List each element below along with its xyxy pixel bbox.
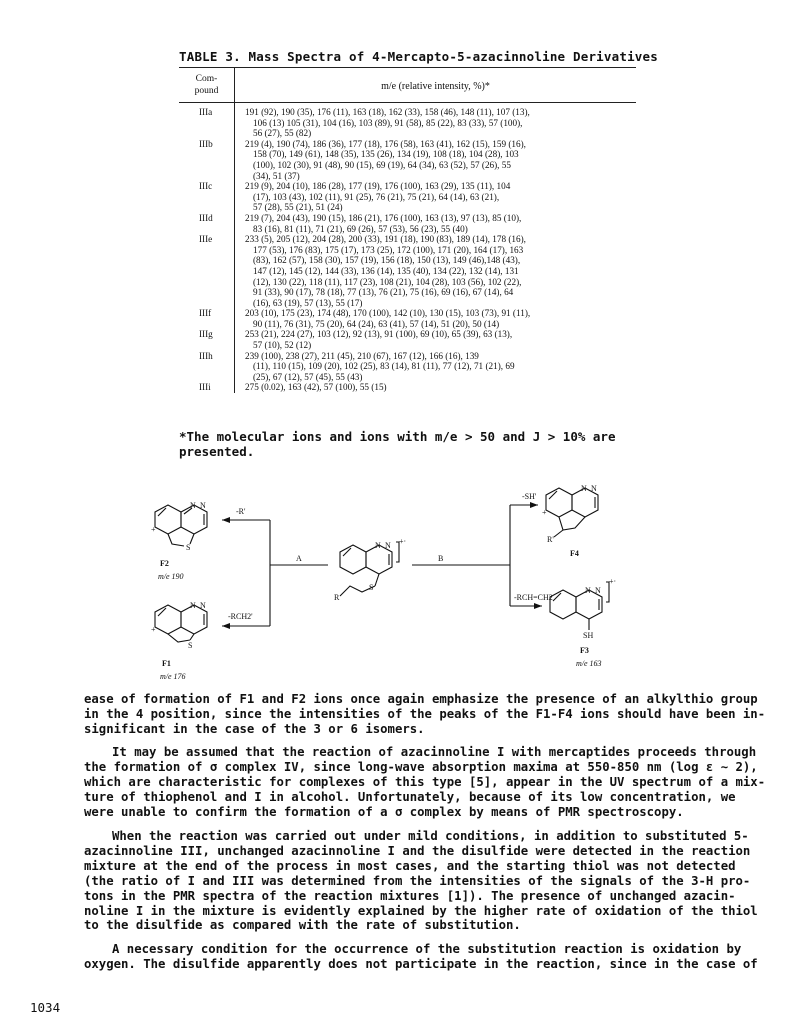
table-row	[179, 308, 636, 329]
compound-cell: IIIh	[179, 351, 235, 383]
paragraph-line: tons in the PMR spectra of the reaction mixtures [1]). The presence of unchanged azacin-	[84, 888, 736, 903]
values-line: 191 (92), 190 (35), 176 (11), 163 (18), 162 (33), 158 (46), 148 (11), 107 (13),	[245, 107, 530, 117]
fragmentation-scheme	[150, 480, 620, 685]
paragraph-line: the formation of σ complex IV, since long-wave absorption maxima at 550-850 nm (log ε ∼ 2),	[84, 759, 758, 774]
f3-charge: +·	[609, 577, 617, 586]
compound-cell: IIIf	[179, 308, 235, 329]
arrows-path-a	[222, 520, 328, 626]
arrowhead-f3	[534, 603, 542, 609]
path-b-label: B	[438, 554, 444, 563]
page-number: 1034	[30, 1000, 61, 1015]
values-line: (16), 63 (19), 57 (13), 55 (17)	[253, 297, 363, 308]
f3-n-atom2: N	[595, 586, 601, 595]
paragraph-3	[84, 829, 758, 933]
values-cell	[235, 107, 636, 139]
table-row	[179, 329, 636, 350]
values-cell	[235, 329, 636, 350]
table-row	[179, 213, 636, 234]
arrowhead-f1	[222, 623, 230, 629]
values-cell	[235, 139, 636, 181]
values-line: (17), 103 (43), 102 (11), 91 (25), 76 (21), 75 (21), 64 (14), 63 (21),	[253, 191, 500, 202]
f1-structure	[155, 605, 207, 642]
f1-s-atom: S	[188, 641, 193, 650]
footnote-line1: *The molecular ions and ions with m/e > 50 and J > 10% are	[179, 429, 616, 444]
table-footnote	[179, 429, 619, 459]
f2-s-atom: S	[186, 543, 191, 552]
values-line: 219 (4), 190 (74), 186 (36), 177 (18), 176 (58), 163 (41), 162 (15), 159 (16),	[245, 138, 526, 149]
values-line: 90 (11), 76 (31), 75 (20), 64 (24), 63 (41), 57 (14), 51 (20), 50 (14)	[253, 318, 500, 329]
table-row	[179, 139, 636, 181]
values-line: 91 (33), 90 (17), 78 (18), 77 (13), 76 (21), 75 (16), 69 (16), 67 (14), 64	[253, 287, 514, 298]
loss-alkene-label: -RCH=CH2	[514, 593, 553, 602]
compound-cell: IIIc	[179, 181, 235, 213]
paragraph-1	[84, 692, 766, 737]
paragraph-line: which are characteristic for complexes of this type [5], appear in the UV spectrum of a mix-	[84, 774, 766, 789]
compound-cell: IIIa	[179, 107, 235, 139]
f4-charge: +	[542, 508, 547, 517]
table-caption: TABLE 3. Mass Spectra of 4-Mercapto-5-azacinnoline Derivatives	[179, 49, 658, 64]
central-s-atom: S	[369, 583, 374, 592]
mass-spectra-table	[179, 67, 636, 393]
table-body	[179, 103, 636, 393]
f1-charge: +	[151, 625, 156, 634]
values-line: 83 (16), 81 (11), 71 (21), 69 (26), 57 (53), 56 (23), 55 (40)	[253, 223, 468, 234]
values-line: (100), 102 (30), 91 (48), 90 (15), 69 (19), 64 (34), 63 (52), 57 (26), 55	[253, 159, 511, 170]
header-compound-line1: Com-	[195, 74, 218, 84]
table-row	[179, 351, 636, 383]
compound-cell: IIId	[179, 213, 235, 234]
f1-mz: m/e 176	[160, 672, 186, 681]
compound-cell: IIIe	[179, 234, 235, 308]
header-compound	[179, 68, 235, 102]
paragraph-line: to the disulfide as compared with the rate of substitution.	[84, 918, 521, 933]
table-header	[179, 68, 636, 102]
values-line: 233 (5), 205 (12), 204 (28), 200 (33), 191 (18), 190 (83), 189 (14), 178 (16),	[245, 234, 526, 245]
table-row	[179, 382, 636, 393]
values-cell	[235, 234, 636, 308]
f1-n-atom2: N	[200, 601, 206, 610]
loss-rch2-label: -RCH2'	[228, 612, 253, 621]
paragraph-line: noline I in the mixture is evidently explained by the higher rate of oxidation of the thiol	[84, 903, 758, 918]
f3-n-atom: N	[585, 586, 591, 595]
f2-charge: +	[151, 525, 156, 534]
central-n-atom: N	[375, 541, 381, 550]
values-cell	[235, 213, 636, 234]
central-r: R	[334, 593, 340, 602]
f3-sh: SH	[583, 631, 594, 640]
f1-label: F1	[162, 659, 171, 668]
f3-label: F3	[580, 646, 589, 655]
values-line: (25), 67 (12), 57 (45), 55 (43)	[253, 371, 363, 382]
values-line: (34), 51 (37)	[253, 170, 300, 181]
f2-n-atoms: N	[190, 501, 196, 510]
paragraph-line: When the reaction was carried out under mild conditions, in addition to substituted 5-	[112, 829, 749, 843]
values-cell	[235, 382, 636, 393]
paragraph-line: A necessary condition for the occurrence of the substitution reaction is oxidation by	[112, 942, 742, 956]
path-a-label: A	[296, 554, 302, 563]
paragraph-line: oxygen. The disulfide apparently does not participate in the reaction, since in the case of	[84, 956, 758, 971]
paragraph-2	[84, 745, 766, 820]
arrowhead-f2	[222, 517, 230, 523]
f2-label: F2	[160, 559, 169, 568]
compound-cell: IIIg	[179, 329, 235, 350]
f4-n-atom2: N	[591, 484, 597, 493]
table-divider	[234, 103, 235, 107]
f2-structure	[155, 505, 207, 546]
paragraph-line: ture of thiophenol and I in alcohol. Unfortunately, because of its low concentration, we	[84, 789, 736, 804]
arrows-path-b	[412, 505, 542, 606]
values-line: (12), 130 (22), 118 (11), 117 (23), 108 (21), 104 (28), 103 (56), 102 (22),	[253, 276, 522, 287]
paragraph-line: (the ratio of I and III was determined from the intensities of the signals of the 3-H pro-	[84, 873, 751, 888]
values-line: 219 (9), 204 (10), 186 (28), 177 (19), 176 (100), 163 (29), 135 (11), 104	[245, 181, 511, 192]
f4-structure	[546, 488, 598, 537]
paragraph-line: ease of formation of F1 and F2 ions once again emphasize the presence of an alkylthio group	[84, 692, 758, 706]
f2-mz: m/e 190	[158, 572, 184, 581]
paragraph-4	[84, 942, 758, 972]
loss-r-label: -R'	[236, 507, 246, 516]
header-values: m/e (relative intensity, %)*	[381, 81, 490, 92]
paragraph-line: It may be assumed that the reaction of azacinnoline I with mercaptides proceeds through	[112, 745, 757, 759]
values-line: 56 (27), 55 (82)	[253, 128, 312, 139]
footnote-line2: presented.	[179, 444, 255, 459]
values-line: 177 (53), 176 (83), 175 (17), 173 (25), 172 (100), 171 (20), 164 (17), 163	[253, 244, 524, 255]
values-cell	[235, 181, 636, 213]
values-line: 275 (0.02), 163 (42), 57 (100), 55 (15)	[245, 382, 387, 393]
values-line: (83), 162 (57), 158 (30), 157 (19), 156 (18), 150 (13), 149 (46),148 (43),	[253, 255, 521, 266]
f4-n-atom: N	[581, 484, 587, 493]
values-line: 253 (21), 224 (27), 103 (12), 92 (13), 91 (100), 69 (10), 65 (39), 63 (13),	[245, 329, 513, 340]
loss-sh-label: -SH'	[522, 492, 537, 501]
values-line: 239 (100), 238 (27), 211 (45), 210 (67), 167 (12), 166 (16), 139	[245, 350, 479, 361]
central-charge: +·	[399, 537, 407, 546]
paragraph-line: significant in the case of the 3 or 6 isomers.	[84, 721, 425, 736]
values-line: 219 (7), 204 (43), 190 (15), 186 (21), 176 (100), 163 (13), 97 (13), 85 (10),	[245, 212, 522, 223]
table-row	[179, 234, 636, 308]
table-row	[179, 107, 636, 139]
values-line: (11), 110 (15), 109 (20), 102 (25), 83 (14), 81 (11), 77 (12), 71 (21), 69	[253, 361, 515, 372]
values-line: 57 (28), 55 (21), 51 (24)	[253, 202, 343, 213]
f1-n-atom: N	[190, 601, 196, 610]
values-line: 147 (12), 145 (12), 144 (33), 136 (14), 135 (40), 134 (22), 132 (14), 131	[253, 265, 519, 276]
arrowhead-f4	[530, 502, 538, 508]
paragraph-line: azacinnoline III, unchanged azacinnoline I and the disulfide were detected in the reaction	[84, 843, 751, 858]
values-cell	[235, 308, 636, 329]
header-compound-line2: pound	[194, 86, 219, 96]
compound-cell: IIIb	[179, 139, 235, 181]
f4-label: F4	[570, 549, 579, 558]
values-line: 158 (70), 149 (61), 148 (35), 135 (26), 134 (19), 108 (18), 104 (28), 103	[253, 149, 519, 160]
values-line: 203 (10), 175 (23), 174 (48), 170 (100), 142 (10), 130 (15), 103 (73), 91 (11),	[245, 308, 531, 319]
central-n-atom2: N	[385, 541, 391, 550]
values-line: 106 (13) 105 (31), 104 (16), 103 (89), 91 (58), 85 (22), 83 (33), 57 (100),	[253, 117, 523, 128]
paragraph-line: mixture at the end of the process in most cases, and the starting thiol was not detected	[84, 858, 736, 873]
values-line: 57 (10), 52 (12)	[253, 340, 312, 351]
f3-mz: m/e 163	[576, 659, 602, 668]
table-row	[179, 181, 636, 213]
compound-cell: IIIi	[179, 382, 235, 393]
values-cell	[235, 351, 636, 383]
f4-r: R'	[547, 535, 554, 544]
f2-n-atom2: N	[200, 501, 206, 510]
paragraph-line: in the 4 position, since the intensities of the peaks of the F1-F4 ions should have been in-	[84, 706, 766, 721]
paragraph-line: were unable to confirm the formation of a σ complex by means of PMR spectroscopy.	[84, 804, 684, 819]
